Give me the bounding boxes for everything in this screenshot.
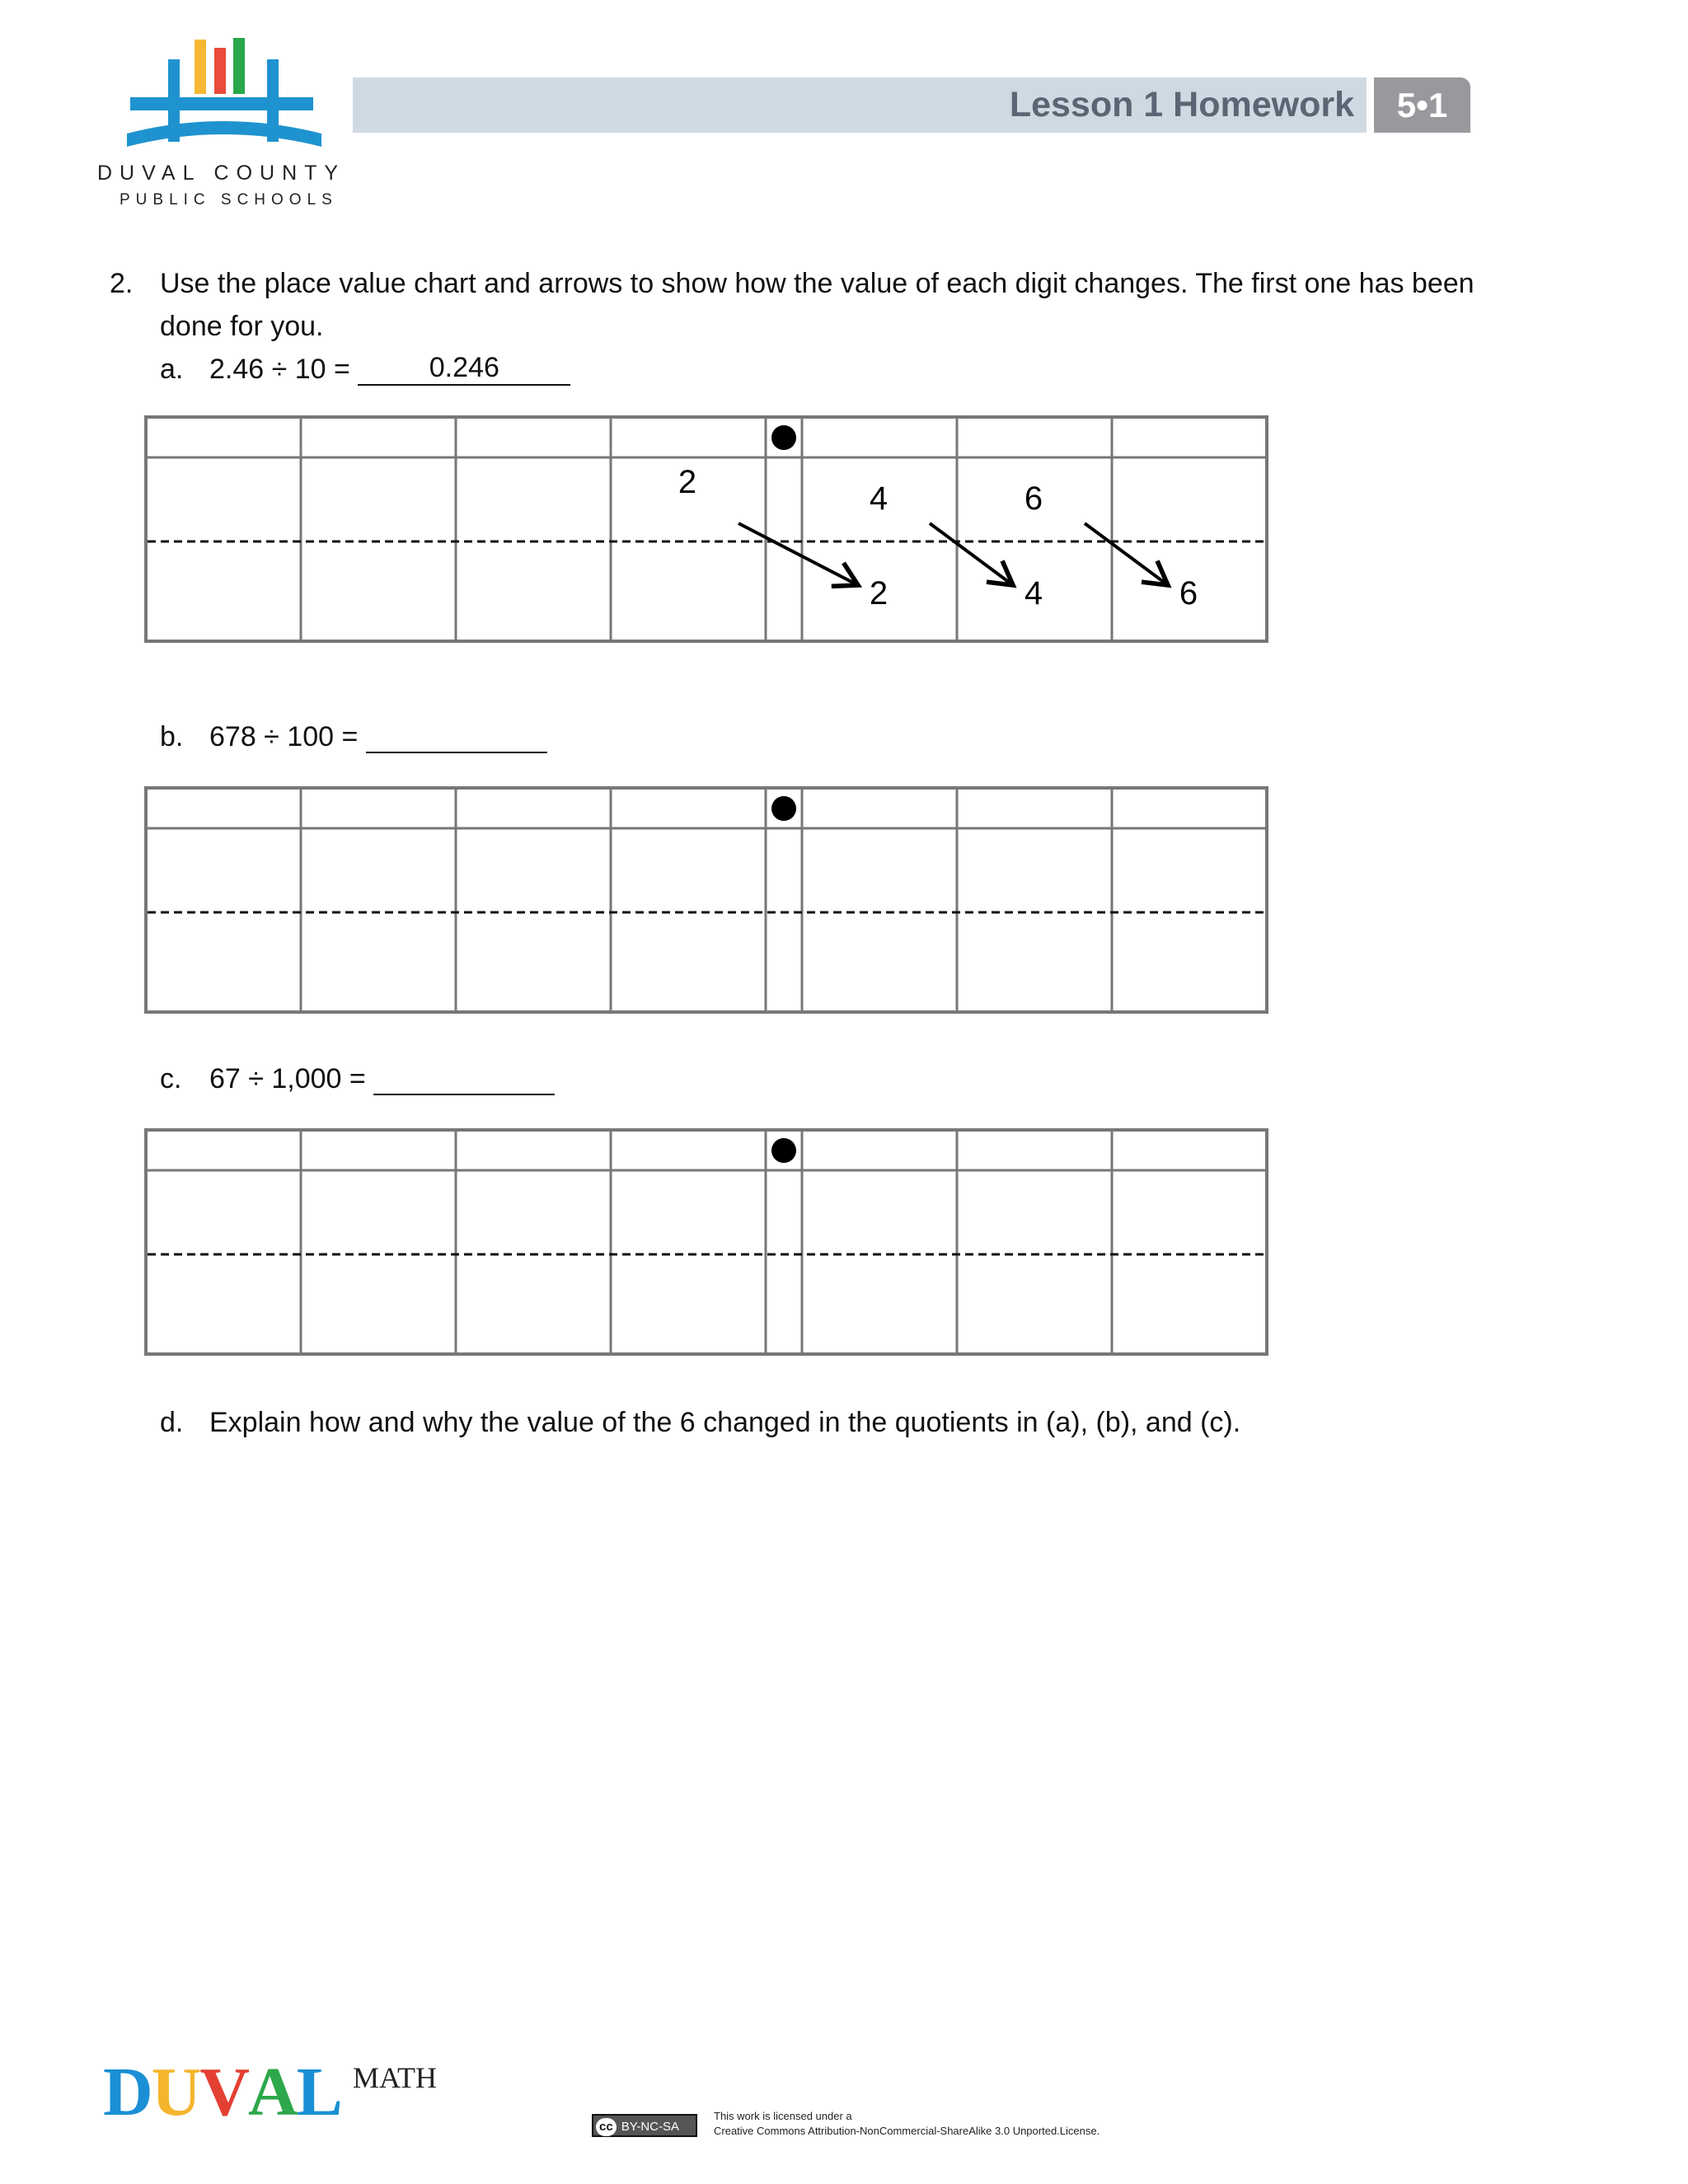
part-a-problem — [209, 348, 570, 391]
logo-bar-red — [214, 48, 226, 94]
duval-letter: D — [103, 2054, 152, 2130]
place-value-chart-b — [145, 787, 1273, 1018]
logo-beam — [130, 97, 313, 110]
logo-bar-green — [233, 38, 245, 94]
math-label: MATH — [353, 2061, 438, 2094]
duval-math-logo — [103, 2052, 341, 2132]
part-b-answer[interactable] — [366, 715, 547, 753]
original-digit: 4 — [869, 480, 889, 517]
logo-bar-yellow — [195, 40, 206, 94]
org-name-line1: DUVAL COUNTY — [97, 162, 346, 185]
quotient-digit: 6 — [1179, 575, 1198, 612]
quotient-digit: 2 — [869, 575, 889, 612]
place-value-chart-a — [145, 416, 1273, 647]
org-name-line2: PUBLIC SCHOOLS — [120, 191, 338, 209]
duval-letter: A — [248, 2054, 297, 2130]
decimal-point — [771, 796, 796, 821]
chart-border — [146, 417, 1267, 641]
place-shift-arrow — [738, 523, 858, 585]
part-a-expression: 2.46 ÷ 10 = — [209, 354, 350, 385]
quotient-digit: 4 — [1024, 575, 1043, 612]
part-c-problem — [209, 1057, 555, 1100]
part-b-problem — [209, 715, 547, 758]
part-b-label: b. — [160, 721, 184, 752]
part-c-answer[interactable] — [373, 1057, 555, 1095]
chart-border — [146, 1130, 1267, 1354]
duval-letter: V — [199, 2054, 249, 2130]
problem-number: 2. — [110, 268, 134, 299]
part-c-label: c. — [160, 1063, 182, 1094]
duval-letter: L — [296, 2054, 341, 2130]
logo-arch — [127, 121, 321, 147]
instructions-line1: Use the place value chart and arrows to show how the value of each digit changes. The first one has been — [160, 268, 1475, 299]
decimal-point — [771, 425, 796, 450]
cc-icon: cc — [596, 2118, 617, 2136]
part-d-prompt: Explain how and why the value of the 6 changed in the quotients in (a), (b), and (c). — [209, 1407, 1241, 1438]
part-d-label: d. — [160, 1407, 184, 1438]
instructions-line2: done for you. — [160, 311, 324, 342]
place-shift-arrow — [930, 523, 1013, 585]
original-digit: 6 — [1024, 480, 1043, 517]
license-text-line2[interactable]: Creative Commons Attribution-NonCommercial-ShareAlike 3.0 Unported.License. — [714, 2125, 1100, 2137]
module-badge: 5•1 — [1374, 77, 1470, 133]
chart-border — [146, 788, 1267, 1012]
duval-letter: U — [151, 2054, 200, 2130]
part-b-expression: 678 ÷ 100 = — [209, 721, 359, 752]
license-text-line1: This work is licensed under a — [714, 2110, 852, 2122]
place-shift-arrow — [1085, 523, 1168, 585]
decimal-point — [771, 1138, 796, 1163]
part-c-expression: 67 ÷ 1,000 = — [209, 1063, 366, 1094]
part-a-label: a. — [160, 354, 184, 385]
part-a-answer[interactable]: 0.246 — [358, 348, 570, 386]
cc-license-badge[interactable] — [592, 2114, 697, 2137]
lesson-title: Lesson 1 Homework — [1009, 85, 1354, 124]
cc-badge-text: BY-NC-SA — [621, 2120, 679, 2134]
original-digit: 2 — [678, 464, 697, 500]
place-value-chart-c — [145, 1129, 1273, 1360]
